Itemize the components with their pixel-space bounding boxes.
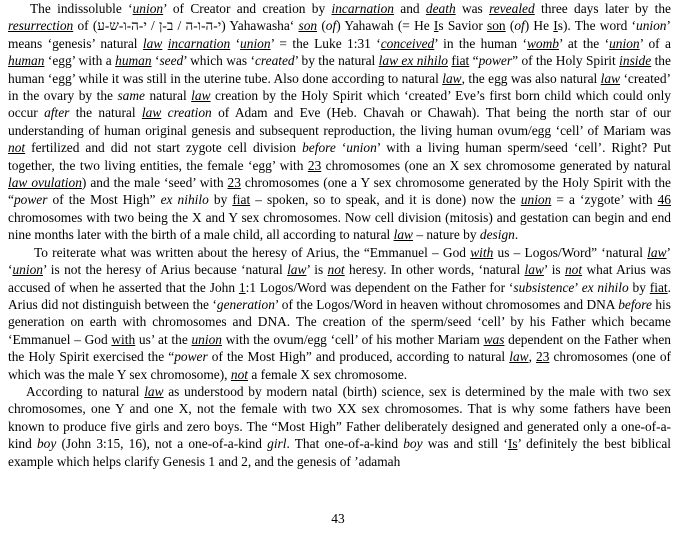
text-run: ‘egg’ with a xyxy=(44,53,116,69)
text-run: conceived xyxy=(380,35,435,51)
text-run: not xyxy=(327,262,345,278)
text-run: revealed xyxy=(489,1,535,16)
text-run: ’ which was ‘ xyxy=(183,53,255,69)
text-run: chromosomes (one a Y sex chromosome generated by the Holy Spirit with the “ xyxy=(8,175,671,208)
text-run: incarnation xyxy=(331,1,394,16)
text-run: :1 Logos/Word was dependent on the Father for ‘ xyxy=(245,279,514,295)
text-run: son xyxy=(487,18,506,34)
text-run: ’ in the human ‘ xyxy=(434,35,527,51)
text-run: ’ of a xyxy=(639,35,671,51)
text-run: seed xyxy=(159,53,184,69)
text-run: chromosomes with two being the X and Y sex chromosomes. Now cell division (mitosis) and gestation can begin and end nine months later with the birth of a male child, all according to natural xyxy=(8,209,671,243)
text-run: ( xyxy=(317,18,326,34)
text-run: ‘ xyxy=(230,35,241,51)
text-run: law xyxy=(191,88,211,104)
text-run: creation by the Holy Spirit which ‘created’ Eve’s first born child which could only occur xyxy=(8,88,671,121)
text-run: ’ xyxy=(574,279,582,295)
text-run: fertilized and did not start zygote cell division xyxy=(25,140,303,156)
text-run: I xyxy=(553,18,558,34)
text-run: ) He xyxy=(524,18,554,34)
page-number: 43 xyxy=(331,511,345,526)
text-run: union xyxy=(636,18,667,34)
text-run: after xyxy=(44,105,70,121)
text-run: fiat xyxy=(232,192,251,208)
text-run: inside xyxy=(619,53,652,69)
text-run: human xyxy=(115,53,152,69)
text-run: human xyxy=(8,53,45,69)
text-run: . That one-of-a-kind xyxy=(286,436,404,452)
text-run: ’ of Creator and creation by xyxy=(163,1,332,16)
text-run: of ( xyxy=(73,18,98,34)
text-run: with xyxy=(111,331,136,347)
text-run: ) Yahawasha‘ xyxy=(221,18,299,34)
text-run: ‘created’ in the ovary by the xyxy=(8,70,672,104)
paragraph xyxy=(8,244,671,383)
text-run: s Savior xyxy=(438,18,488,34)
text-run: fiat xyxy=(451,53,470,69)
text-run: ’ ‘ xyxy=(8,244,671,278)
text-run: boy xyxy=(403,436,423,452)
text-run: was xyxy=(483,331,505,347)
text-run: ) and the male ‘seed’ with xyxy=(81,175,228,191)
text-run: 23 xyxy=(307,157,322,173)
text-run: ‘ xyxy=(335,140,347,156)
text-run: = a ‘zygote’ with xyxy=(551,192,658,208)
text-run: law xyxy=(393,227,413,243)
text-run: ” of the Holy Spirit xyxy=(512,53,620,69)
text-run: 23 xyxy=(227,175,241,191)
text-run: ’ means ‘genesis’ natural xyxy=(8,18,671,51)
text-run: law xyxy=(287,262,307,278)
text-run: union xyxy=(609,35,640,51)
text-run: by xyxy=(628,279,650,295)
text-run: law xyxy=(144,383,164,399)
text-run: power xyxy=(478,53,513,69)
text-run: law xyxy=(524,262,544,278)
text-run: before xyxy=(618,296,652,312)
text-run: of the Most High” xyxy=(47,192,161,208)
text-run: . xyxy=(514,227,519,243)
text-run: (John 3:15, 16), not a one-of-a-kind xyxy=(56,436,268,452)
text-run: and xyxy=(393,1,426,16)
text-run: ex nihilo xyxy=(160,192,209,208)
text-run: before xyxy=(302,140,336,156)
text-run: girl xyxy=(267,436,287,452)
text-run: three days later by the xyxy=(534,1,671,16)
text-run: us – Logos/Word” ‘natural xyxy=(493,244,648,260)
text-run: chromosomes (one of which was the male Y sex chromosome), xyxy=(8,349,671,382)
text-run: death xyxy=(425,1,456,16)
text-run: not xyxy=(564,262,583,278)
text-run: womb xyxy=(526,35,559,51)
text-run: of xyxy=(514,18,525,34)
text-run: by xyxy=(208,192,233,208)
text-run: ex nihilo xyxy=(581,279,629,295)
text-run: Is xyxy=(507,436,518,452)
text-run: incarnation xyxy=(167,35,231,51)
text-run: To reiterate what was written about the heresy of Arius, the “Emmanuel – God xyxy=(34,244,471,260)
text-run: his generation on earth with chromosomes and DNA. The creation of the sperm/seed ‘cell’ by his Father which became ‘Emmanuel – God xyxy=(8,296,671,347)
text-run: union xyxy=(240,35,271,51)
text-run: י-ה-ו-ה / ב-ן / י-ה-ו-ש-ע xyxy=(97,18,222,34)
text-run: generation xyxy=(216,296,275,312)
text-run: – spoken, so to speak, and it is done) now the xyxy=(250,192,521,208)
text-run: ’ is xyxy=(543,262,565,278)
text-run: the human ‘egg’ while it was still in the uterine tube. Also done according to natural xyxy=(8,53,671,86)
text-run: law xyxy=(142,35,163,51)
text-run: ’ definitely the best biblical example which helps clarify Genesis 1 and 2, and the genesis of ’adamah xyxy=(8,436,672,469)
text-run: ’ is xyxy=(306,262,328,278)
text-run: of the Most High” and produced, according to natural xyxy=(207,349,510,365)
text-run: “ xyxy=(469,53,479,69)
text-run: law ovulation xyxy=(8,175,82,191)
text-run: not xyxy=(230,366,248,382)
paragraph xyxy=(8,0,671,244)
text-run: son xyxy=(298,18,318,34)
text-run: a female X sex chromosome. xyxy=(248,366,408,382)
text-run: law xyxy=(141,105,162,121)
text-run: ’ with a living human sperm/seed ‘cell’. Right? Put together, the two living entities, the female ‘egg’ with xyxy=(8,140,671,173)
text-run: ’ = the Luke 1:31 ‘ xyxy=(270,35,381,51)
text-run: not xyxy=(8,140,26,156)
text-run: us’ at the xyxy=(135,331,192,347)
text-run: power xyxy=(13,192,48,208)
text-run: – nature by xyxy=(412,227,480,243)
text-run: with xyxy=(470,244,494,260)
text-run: resurrection xyxy=(8,18,74,34)
text-run: s). The word ‘ xyxy=(557,18,636,34)
text-run: creation xyxy=(167,105,212,121)
text-run: ( xyxy=(505,18,515,34)
text-run: created xyxy=(254,53,295,69)
text-run: fiat xyxy=(649,279,668,295)
text-run: union xyxy=(12,262,43,278)
text-run: law xyxy=(600,70,621,86)
text-run: union xyxy=(520,192,552,208)
text-run: ’ of the Logos/Word in heaven without chromosomes and DNA xyxy=(274,296,619,312)
text-run: According to natural xyxy=(26,383,145,399)
text-run: was and still ‘ xyxy=(422,436,508,452)
text-run: dependent on the Father when the Holy Spirit exercised the “ xyxy=(8,331,671,365)
text-run: law xyxy=(442,70,462,86)
paragraph xyxy=(8,383,671,470)
text-run: ‘ xyxy=(151,53,160,69)
text-run: I xyxy=(433,18,439,34)
text-run: , the egg was also natural xyxy=(461,70,601,86)
text-run: boy xyxy=(36,436,57,452)
text-run: with the ovum/egg ‘cell’ of his mother Mariam xyxy=(222,331,484,347)
text-run: 23 xyxy=(536,349,550,365)
text-run: chromosomes (one an X sex chromosome generated by natural xyxy=(321,157,671,173)
text-run: natural xyxy=(145,88,192,104)
text-run: union xyxy=(132,1,164,16)
text-run: ’ at the ‘ xyxy=(558,35,610,51)
text-run: union xyxy=(346,140,377,156)
text-run: of xyxy=(325,18,337,34)
text-run: subsistence xyxy=(513,279,575,295)
text-run: as understood by modern natal (birth) science, sex is determined by the male with two sex chromosomes, one Y and one X, not the female with two XX sex chromosomes. That is why some fathers have been known to produce five girls and zero boys. The “Most High” Father deliberately designed and generated only a one-of-a-kind xyxy=(8,383,672,452)
text-run: law ex nihilo xyxy=(378,53,448,69)
text-run: The indissoluble ‘ xyxy=(30,1,133,16)
text-run: was xyxy=(455,1,490,16)
text-run: ’ by the natural xyxy=(294,53,379,69)
text-run: ’ is not the heresy of Arius because ‘natural xyxy=(42,262,288,278)
text-run: power xyxy=(174,349,208,365)
text-run: heresy. In other words, ‘natural xyxy=(344,262,525,278)
text-run: . Arius did not distinguish between the ‘ xyxy=(8,279,671,312)
text-run: union xyxy=(191,331,222,347)
text-run: what Arius was accused of when he asserted that the John xyxy=(8,262,672,295)
text-run: law xyxy=(509,349,529,365)
text-run: 46 xyxy=(657,192,671,208)
text-run: ) Yahawah (= He xyxy=(336,18,434,34)
text-run: of Adam and Eve (Heb. Chavah or Chawah). That being the north star of our understanding of human original genesis and subsequent reproduction, the living human ovum/egg ‘cell’ of Mariam was xyxy=(8,105,671,138)
text-run: , xyxy=(528,349,537,365)
text-run: design xyxy=(479,227,515,243)
text-run: law xyxy=(647,244,667,260)
text-run: 1 xyxy=(238,279,246,295)
text-run: same xyxy=(117,88,145,104)
text-run: the natural xyxy=(69,105,142,121)
